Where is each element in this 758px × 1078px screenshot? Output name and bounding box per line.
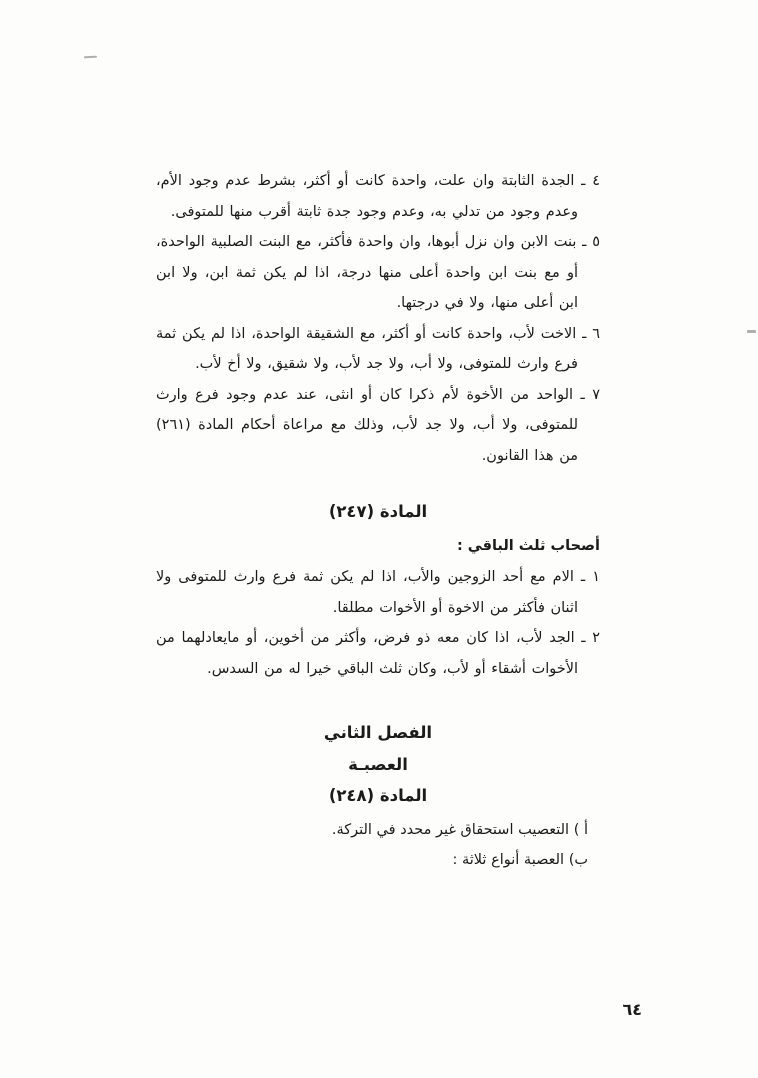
lettered-item-b: ب) العصبة أنواع ثلاثة : (452, 852, 588, 868)
page-number: ٦٤ (622, 1000, 642, 1019)
article-248-heading: المادة (٢٤٨) (328, 786, 428, 805)
list-item-5: ٥ ـ بنت الابن وان نزل أبوها، وان واحدة فأكثر، مع البنت الصلبية الواحدة، أو مع بنت ابن واحدة أعلى منها درجة، اذا لم يكن ثمة ابن، ولا ابن ابن أعلى منها، ولا في درجتها. (156, 234, 600, 311)
article-247-intro: أصحاب ثلث الباقي : (456, 537, 600, 554)
article-247-heading: المادة (٢٤٧) (328, 502, 428, 521)
continued-numbered-list (156, 166, 600, 471)
list-item-7: ٧ ـ الواحد من الأخوة لأم ذكرا كان أو انثى، عند عدم وجود فرع وارث للمتوفى، ولا أب، ولا جد لأب، وذلك مع مراعاة أحكام المادة (٢٦١) من هذا القانون. (156, 386, 600, 464)
list-item-4: ٤ ـ الجدة الثابتة وان علت، واحدة كانت أو أكثر، بشرط عدم وجود الأم، وعدم وجود من تدلي به، وعدم وجود جدة ثابتة أقرب منها للمتوفى. (156, 173, 600, 220)
chapter-2-section (156, 718, 600, 876)
article-247-item-1: ١ ـ الام مع أحد الزوجين والأب، اذا لم يكن ثمة فرع وارث للمتوفى ولا اثنان فأكثر من الاخوة أو الأخوات مطلقا. (156, 569, 600, 616)
article-247-item-2: ٢ ـ الجد لأب، اذا كان معه ذو فرض، وأكثر من أخوين، أو مايعادلهما من الأخوات أشقاء أو لأب، وكان ثلث الباقي خيرا له من السدس. (156, 630, 600, 677)
asaba-subheading: العصبـة (348, 754, 408, 774)
lettered-item-a: أ ) التعصيب استحقاق غير محدد في التركة. (331, 821, 588, 838)
list-item-6: ٦ ـ الاخت لأب، واحدة كانت أو أكثر، مع الشقيقة الواحدة، اذا لم يكن ثمة فرع وارث للمتوفى، ولا أب، ولا جد لأب، ولا شقيق، ولا أخ لأب. (156, 325, 600, 372)
page-body (156, 166, 600, 876)
scan-artifact-right-edge (747, 330, 756, 333)
scan-artifact-top-left (84, 56, 97, 59)
article-247-section (156, 497, 600, 684)
chapter-2-heading: الفصل الثاني (323, 723, 433, 742)
